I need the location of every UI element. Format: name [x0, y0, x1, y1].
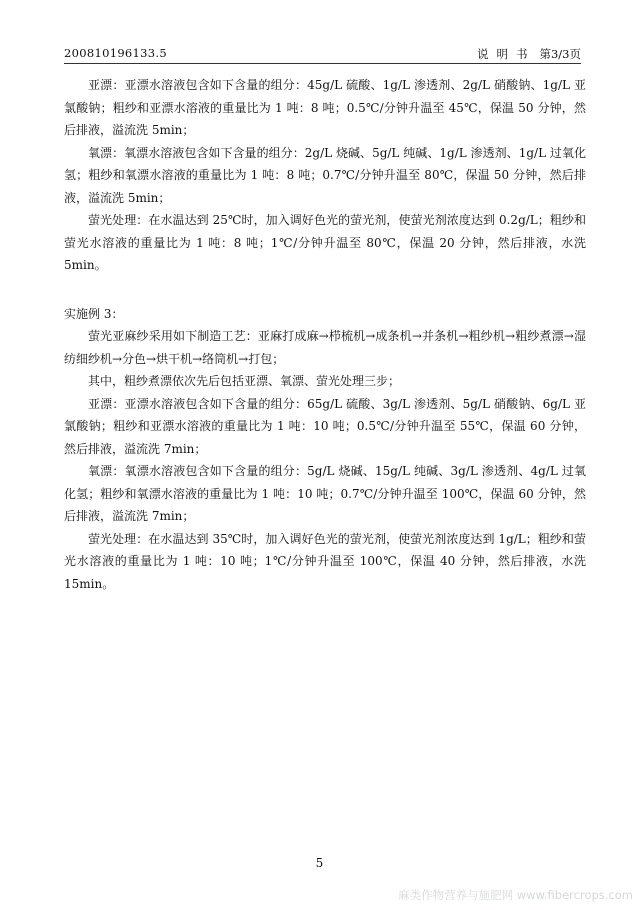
paragraph-sub-bleach-2: 亚漂：亚漂水溶液包含如下含量的组分：45g/L 硫酸、1g/L 渗透剂、2g/L 硝酸钠、1g/L 亚氯酸钠；粗纱和亚漂水溶液的重量比为 1 吨：8 吨；0.5℃/分钟升温至 45℃，保温 50 分钟，然后排液，溢流洗 5min； — [64, 78, 586, 137]
header-right — [477, 46, 581, 62]
paragraph-steps-3: 其中，粗纱煮漂依次先后包括亚漂、氧漂、萤光处理三步； — [88, 374, 401, 388]
paragraph-oxygen-bleach-2: 氧漂：氧漂水溶液包含如下含量的组分：2g/L 烧碱、5g/L 纯碱、1g/L 渗透剂、1g/L 过氧化氢；粗纱和氧漂水溶液的重量比为 1 吨：8 吨；0.7℃/分钟升温至 80℃，保温 50 分钟，然后排液，溢流洗 5min； — [64, 145, 586, 205]
doc-type-label: 说明书 — [476, 47, 536, 61]
site-watermark: 麻类作物营养与施肥网 www.fibercrops.com — [398, 888, 633, 902]
paragraph-sub-bleach-3: 亚漂：亚漂水溶液包含如下含量的组分：65g/L 硫酸、3g/L 渗透剂、5g/L 硝酸钠、6g/L 亚氯酸钠；粗纱和亚漂水溶液的重量比为 1 吨：10 吨；0.5℃/分钟升温至 55℃，保温 60 分钟，然后排液，溢流洗 7min； — [64, 396, 586, 456]
page-number: 5 — [315, 856, 324, 870]
paragraph-fluorescent-3: 萤光处理：在水温达到 35℃时，加入调好色光的萤光剂，使萤光剂浓度达到 1g/L；粗纱和萤光水溶液的重量比为 1 吨：10 吨；1℃/分钟升温至 100℃，保温 40 分钟，然后排液，水洗 15min。 — [64, 531, 586, 591]
example-3-heading: 实施例 3： — [64, 306, 124, 321]
paragraph-fluorescent-2: 萤光处理：在水温达到 25℃时，加入调好色光的萤光剂，使萤光剂浓度达到 0.2g/L；粗纱和萤光水溶液的重量比为 1 吨：8 吨；1℃/分钟升温至 80℃，保温 20 分钟，然后排液，水洗 5min。 — [64, 213, 586, 272]
paragraph-oxygen-bleach-3: 氧漂：氧漂水溶液包含如下含量的组分：5g/L 烧碱、15g/L 纯碱、3g/L 渗透剂、4g/L 过氧化氢；粗纱和氧漂水溶液的重量比为 1 吨：10 吨；0.7℃/分钟升温至 100℃，保温 60 分钟，然后排液，溢流洗 7min； — [64, 464, 586, 523]
page-info: 第3/3页 — [539, 47, 581, 61]
application-number: 200810196133.5 — [64, 46, 167, 60]
header-divider — [64, 63, 581, 64]
paragraph-process-3: 萤光亚麻纱采用如下制造工艺：亚麻打成麻→栉梳机→成条机→并条机→粗纱机→粗纱煮漂→湿纺细纱机→分色→烘干机→络筒机→打包； — [64, 329, 586, 366]
document-body — [64, 74, 586, 595]
